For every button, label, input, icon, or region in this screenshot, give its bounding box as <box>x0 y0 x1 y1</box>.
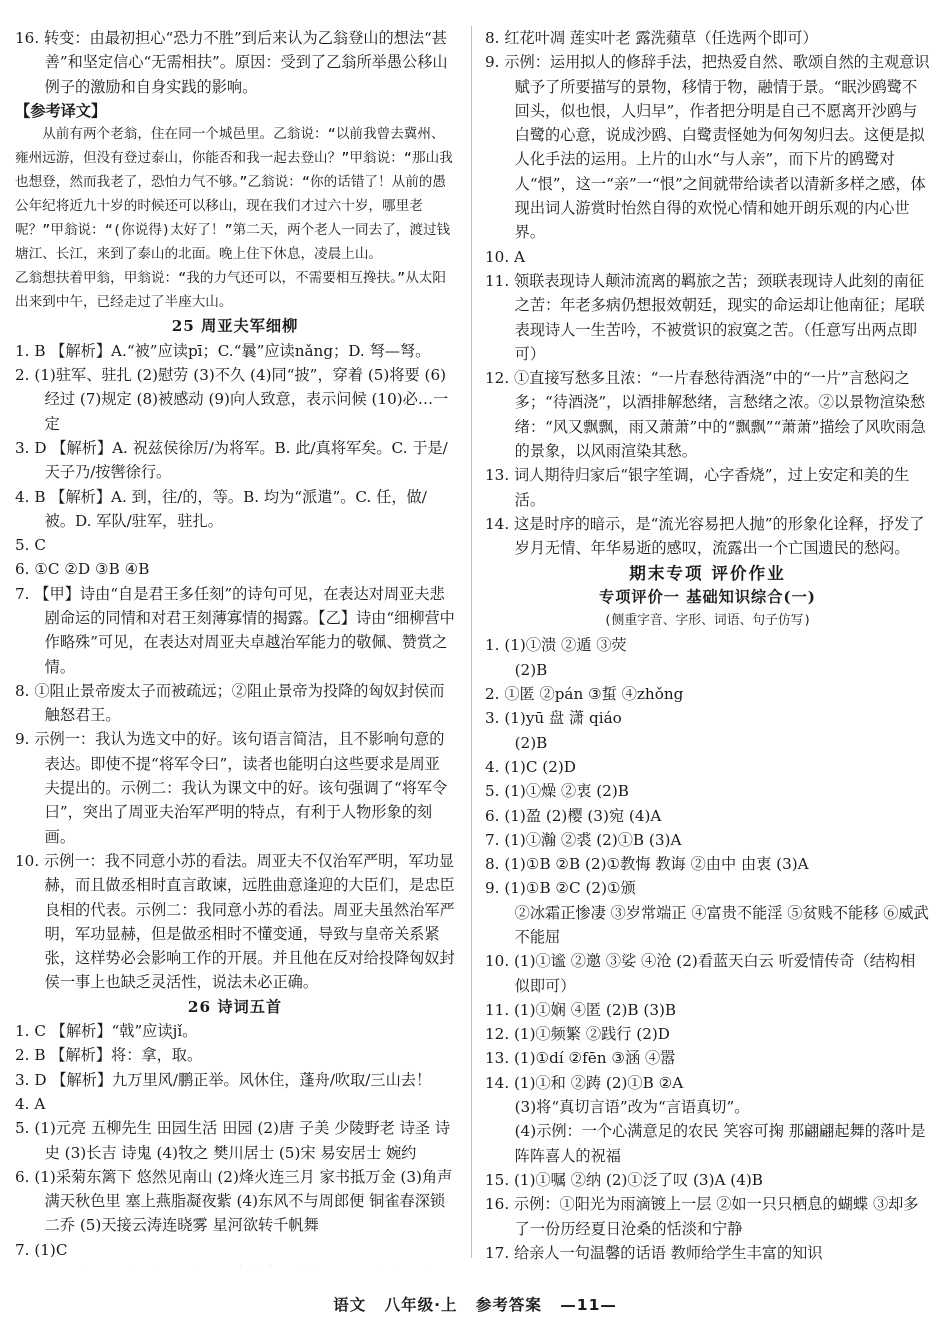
section-title-25: 25 周亚夫军细柳 <box>171 317 299 336</box>
answer-item: 12. (1)①频繁 ②践行 (2)D <box>485 1025 670 1044</box>
answer-item: 10. (1)①谧 ②邀 ③娑 ④沧 (2)看蓝天白云 听爱情传奇（结构相似即可） <box>485 952 916 995</box>
section-title-26: 26 诗词五首 <box>187 997 283 1016</box>
answer-item: 5. (1)元亮 五柳先生 田园生活 田园 (2)唐 子美 少陵野老 诗圣 诗史 (3)长吉 诗鬼 (4)牧之 樊川居士 (5)宋 易安居士 婉约 <box>15 1119 451 1162</box>
section-25-answers <box>15 339 455 995</box>
answer-item: 3. D 【解析】A. 祝兹侯徐厉/为将军。B. 此/真将军矣。C. 于是/天子乃/按辔徐行。 <box>15 438 448 482</box>
answer-item: (2)B <box>514 660 548 679</box>
reference-translation-heading: 【参考译文】 <box>15 101 107 120</box>
final-special-title: 期末专项 评价作业 <box>629 562 786 583</box>
footer-grade: 八年级·上 <box>384 1296 458 1314</box>
answer-item: 5. (1)①燥 ②衷 (2)B <box>485 782 629 801</box>
answer-item: 7. (1)①瀚 ②裘 (2)①B (3)A <box>485 830 682 849</box>
special-eval-2-title <box>485 1265 930 1266</box>
answer-item: 17. 给亲人一句温馨的话语 教师给学生丰富的知识 <box>485 1243 823 1262</box>
answer-item: 13. 词人期待归家后“银字笙调，心字香烧”，过上安定和美的生活。 <box>485 466 910 509</box>
answer-item: 16. 示例：①阳光为雨滴镀上一层 ②如一只只栖息的蝴蝶 ③却多了一份历经夏日沧桑的恬淡和宁静 <box>485 1195 919 1238</box>
answer-item: 2. ①匿 ②pán ③蜇 ④zhǒng <box>485 685 684 704</box>
answer-item: 1. (1)①溃 ②遁 ③荧 <box>485 636 627 655</box>
answer-item: 6. (1)盈 (2)樱 (3)宛 (4)A <box>485 806 662 825</box>
footer-subject: 语文 <box>333 1296 367 1314</box>
answer-item: 8. ①阻止景帝废太子而被疏远；②阻止景帝为投降的匈奴封侯而触怒君王。 <box>15 681 445 725</box>
answer-item: 9. 示例一：我认为选文中的好。该句语言简洁，且不影响句意的表达。即使不提“将军令曰”，读者也能明白这些要求是周亚夫提出的。示例二：我认为课文中的好。该句强调了“将军令曰”，突出了周亚夫治军严明的特点，有利于人物形象的刻画。 <box>15 730 448 846</box>
column-divider <box>471 26 472 1258</box>
left-column <box>15 26 455 1266</box>
answer-item: 8. (1)①B ②B (2)①教悔 教诲 ②由中 由衷 (3)A <box>485 855 809 874</box>
reference-translation-paragraph: 乙翁想扶着甲翁，甲翁说：“我的力气还可以，不需要相互搀扶。”从太阳出来到中午，已经走过了半座大山。 <box>15 269 446 310</box>
answer-item: 10. 示例一：我不同意小苏的看法。周亚夫不仅治军严明，军功显赫，而且做丞相时直言敢谏，远胜曲意逢迎的大臣们，是忠臣良相的代表。示例二：我同意小苏的看法。周亚夫虽然治军严明，军功显赫，但是做丞相时不懂变通，导致与皇帝关系紧张，这样势必会影响工作的开展。并且他在反对给投降匈奴封侯一事上也缺乏灵活性，说法未必正确。 <box>15 851 455 992</box>
right-column <box>485 26 930 1266</box>
page-number: —11— <box>560 1296 617 1314</box>
answer-item: 3. D 【解析】九万里风/鹏正举。风休住，蓬舟/吹取/三山去！ <box>15 1070 432 1089</box>
answer-item: 4. B 【解析】A. 到，往/的，等。B. 均为“派遣”。C. 任，做/被。D. 军队/驻军，驻扎。 <box>15 487 427 530</box>
answer-item: 5. C <box>15 536 46 555</box>
reference-translation-paragraph: 从前有两个老翁，住在同一个城邑里。乙翁说：“以前我曾去冀州、雍州远游，但没有登过泰山，你能否和我一起去登山？”甲翁说：“那山我也想登，然而我老了，恐怕力气不够。”乙翁说：“你的话错了！从前的愚公年纪将近九十岁的时候还可以移山，现在我们才过六十岁，哪里老呢？”甲翁说：“(你说得)太好了！”第二天，两个老人一同去了，渡过钱塘江、长江，来到了泰山的北面。晚上住下休息，凌晨上山。 <box>15 126 453 262</box>
answer-item: 2. B 【解析】将：拿，取。 <box>15 1046 203 1065</box>
special-eval-1-note: (侧重字音、字形、词语、句子仿写) <box>603 613 812 629</box>
answer-item: 11. 领联表现诗人颠沛流离的羁旅之苦；颈联表现诗人此刻的南征之苦：年老多病仍想报效朝廷，现实的命运却让他南征；尾联表现诗人一生苦吟，不被赏识的寂寞之苦。（任意写出两点即可） <box>485 271 925 363</box>
answer-item: 15. (1)①嘱 ②纳 (2)①泛了叹 (3)A (4)B <box>485 1170 763 1189</box>
answer-item: (3)将“真切言语”改为“言语真切”。 <box>514 1098 750 1117</box>
answer-item: 7. 【甲】诗由“自是君王多任刻”的诗句可见，在表达对周亚夫悲剧命运的同情和对君王刻薄寡情的揭露。【乙】诗由“细柳营中作略殊”可见，在表达对周亚夫卓越治军能力的敬佩、赞赏之情。 <box>15 584 455 676</box>
answer-item: 14. (1)①和 ②踌 (2)①B ②A <box>485 1073 684 1092</box>
answer-item: (2)B <box>514 733 548 752</box>
answer-16: 16. 转变：由最初担心“恐力不胜”到后来认为乙翁登山的想法“甚善”和坚定信心“无需相扶”。原因：受到了乙翁所举愚公移山例子的激励和自身实践的影响。 <box>15 29 448 96</box>
answer-item: 8. 红花叶凋 莲实叶老 露洗蘋草（任选两个即可） <box>485 29 818 47</box>
answer-item: 3. (1)yū 盘 潇 qiáo <box>485 709 622 728</box>
special-eval-1-title: 专项评价一 基础知识综合(一) <box>599 587 816 606</box>
answer-item: 6. ①C ②D ③B ④B <box>15 560 150 579</box>
answer-item: 9. 示例：运用拟人的修辞手法，把热爱自然、歌颂自然的主观意识赋予了所要描写的景物，移情于物，融情于景。“眠沙鸥鹭不回头，似也恨，人归早”，作者把分明是自己不愿离开沙鸥与白鹭的心意，说成沙鸥、白鹭责怪她为何匆匆归去。这便是拟人化手法的运用。上片的山水“与人亲”，而下片的鸥鹭对人“恨”，这一“亲”一“恨”之间就带给读者以清新多样之感，体现出词人游赏时怡然自得的欢悦心情和她开朗乐观的内心世界。 <box>485 53 930 242</box>
answer-item: 4. A <box>15 1094 46 1113</box>
answer-item: 4. (1)C (2)D <box>485 757 576 776</box>
answer-item: 1. C 【解析】“戟”应读jǐ。 <box>15 1022 198 1041</box>
answer-item: 2. (1)驻军、驻扎 (2)慰劳 (3)不久 (4)同“披”，穿着 (5)将要 (6)经过 (7)规定 (8)被感动 (9)向人致意，表示问候 (10)必…一定 <box>15 366 449 433</box>
special-eval-1-answers <box>485 633 930 1265</box>
answer-item: 13. (1)①dí ②fēn ③涵 ④嚣 <box>485 1049 676 1068</box>
footer-label: 参考答案 <box>475 1296 542 1314</box>
answer-item: 14. 这是时序的暗示，是“流光容易把人抛”的形象化诠释，抒发了岁月无情、年华易逝的感叹，流露出一个亡国遗民的愁闷。 <box>485 514 925 558</box>
answer-item: 1. B 【解析】A.“被”应读pī；C.“曩”应读nǎng；D. 弩—弩。 <box>15 341 431 360</box>
answer-item: 10. A <box>485 247 525 266</box>
answer-item: 9. (1)①B ②C (2)①颁 <box>485 879 636 898</box>
section-26-answers-continued <box>485 26 930 561</box>
section-26-answers <box>15 1019 455 1266</box>
answer-item: 7. (1)C <box>15 1240 68 1259</box>
answer-item: (4)示例：一个心满意足的农民 笑容可掬 那翩翩起舞的落叶是阵阵喜人的祝福 <box>514 1122 926 1165</box>
page-footer <box>0 1293 950 1315</box>
answer-item: ②冰霜正惨凄 ③岁常端正 ④富贵不能淫 ⑤贫贱不能移 ⑥威武不能屈 <box>514 903 929 946</box>
answer-item: 12. ①直接写愁多且浓：“一片春愁待酒浇”中的“一片”言愁闷之多；“待酒浇”，以酒排解愁绪，言愁绪之浓。②以景物渲染愁绪：“风又飘飘，雨又萧萧”中的“飘飘”“萧萧”描绘了风吹雨急的景象，以风雨渲染其愁。 <box>485 369 926 461</box>
answer-item: 11. (1)①娴 ④匿 (2)B (3)B <box>485 1000 677 1019</box>
answer-item <box>15 1262 455 1266</box>
answer-item: 6. (1)采菊东篱下 悠然见南山 (2)烽火连三月 家书抵万金 (3)角声满天秋色里 塞上燕脂凝夜紫 (4)东风不与周郎便 铜雀春深锁二乔 (5)天接云涛连晓雾 星河欲转千帆舞 <box>15 1167 453 1235</box>
